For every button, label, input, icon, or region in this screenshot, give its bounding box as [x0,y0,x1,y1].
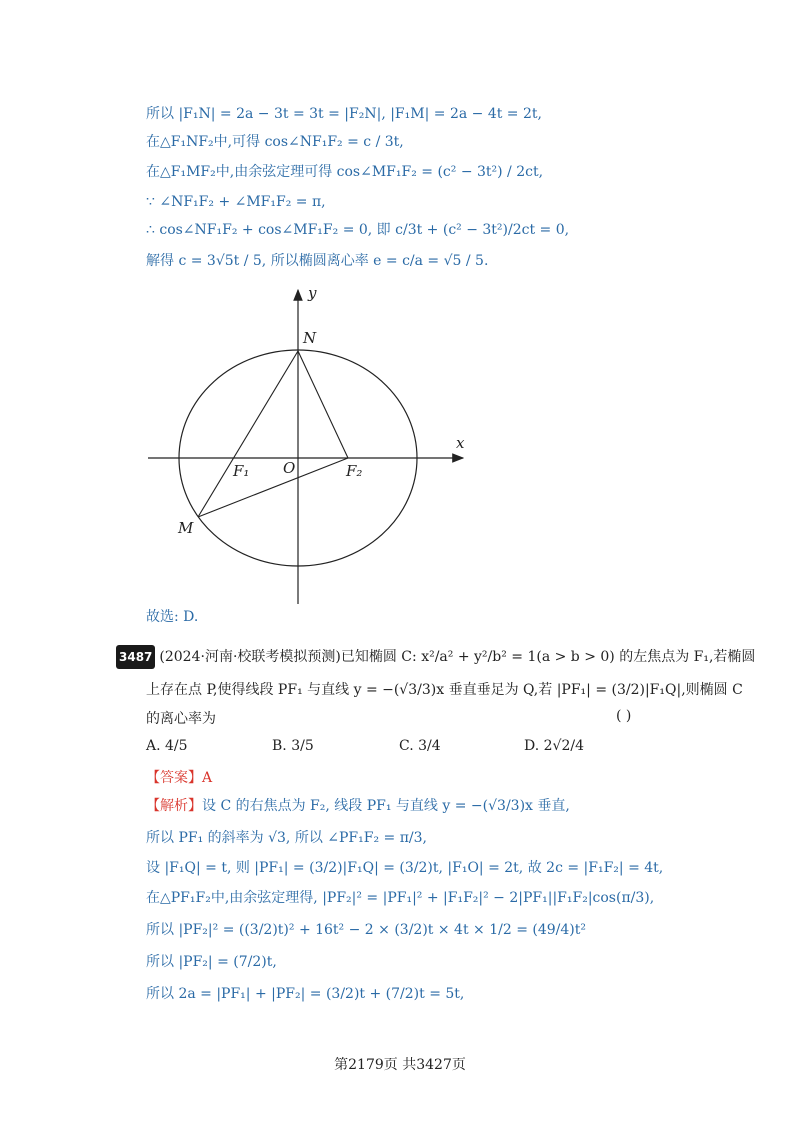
analysis-line-7: 所以 2a = |PF₁| + |PF₂| = (3/2)t + (7/2)t = 5t, [146,986,465,1002]
label-M: M [178,519,194,537]
solution-line-1: 所以 |F₁N| = 2a − 3t = 3t = |F₂N|, |F₁M| = 2a − 4t = 2t, [146,106,542,122]
segment-M-N [198,351,298,517]
problem-line-1 [116,645,755,669]
option-d: D. 2√2/4 [524,738,584,754]
answer-line [146,767,212,789]
solution-line-2: 在△F₁NF₂中,可得 cos∠NF₁F₂ = c / 3t, [146,134,404,150]
analysis-line-5: 所以 |PF₂|² = ((3/2)t)² + 16t² − 2 × (3/2)t × 4t × 1/2 = (49/4)t² [146,922,586,938]
page-footer: 第2179页 共3427页 [334,1057,466,1073]
problem-line-2: 上存在点 P,使得线段 PF₁ 与直线 y = −(√3/3)x 垂直垂足为 Q,若 |PF₁| = (3/2)|F₁Q|,则椭圆 C [146,682,743,698]
segment-N-F2 [298,351,348,458]
answer-tag: 【答案】 [146,770,202,786]
option-c: C. 3/4 [399,738,441,754]
previous-choice: 故选: D. [146,609,199,625]
label-F2: F₂ [346,462,363,480]
label-y: y [308,284,317,302]
analysis-line-3: 设 |F₁Q| = t, 则 |PF₁| = (3/2)|F₁Q| = (3/2)t, |F₁O| = 2t, 故 2c = |F₁F₂| = 4t, [146,860,664,876]
analysis-line-6: 所以 |PF₂| = (7/2)t, [146,954,277,970]
analysis-text-1: 设 C 的右焦点为 F₂, 线段 PF₁ 与直线 y = −(√3/3)x 垂直, [202,798,570,814]
analysis-tag: 【解析】 [146,798,202,814]
analysis-line-2: 所以 PF₁ 的斜率为 √3, 所以 ∠PF₁F₂ = π/3, [146,830,427,846]
problem-stem-1: (2024·河南·校联考模拟预测)已知椭圆 C: x²/a² + y²/b² = 1(a > b > 0) 的左焦点为 F₁,若椭圆 [159,649,756,665]
solution-line-3: 在△F₁MF₂中,由余弦定理可得 cos∠MF₁F₂ = (c² − 3t²) / 2ct, [146,164,544,180]
solution-line-5: ∴ cos∠NF₁F₂ + cos∠MF₁F₂ = 0, 即 c/3t + (c² − 3t²)/2ct = 0, [146,222,570,238]
solution-line-6: 解得 c = 3√5t / 5, 所以椭圆离心率 e = c/a = √5 / 5. [146,253,489,269]
label-O: O [283,459,296,477]
answer-value: A [202,770,213,786]
option-b: B. 3/5 [272,738,314,754]
label-x: x [456,434,465,452]
problem-line-3: 的离心率为 [146,711,216,727]
problem-number-badge: 3487 [116,645,155,669]
answer-blank: ( ) [616,708,632,724]
label-N: N [303,329,317,347]
segment-M-F2 [198,458,348,517]
analysis-line-1 [146,795,570,817]
label-F1: F₁ [233,462,250,480]
analysis-line-4: 在△PF₁F₂中,由余弦定理得, |PF₂|² = |PF₁|² + |F₁F₂|² − 2|PF₁||F₁F₂|cos(π/3), [146,890,655,906]
solution-line-4: ∵ ∠NF₁F₂ + ∠MF₁F₂ = π, [146,194,326,210]
option-a: A. 4/5 [146,738,188,754]
